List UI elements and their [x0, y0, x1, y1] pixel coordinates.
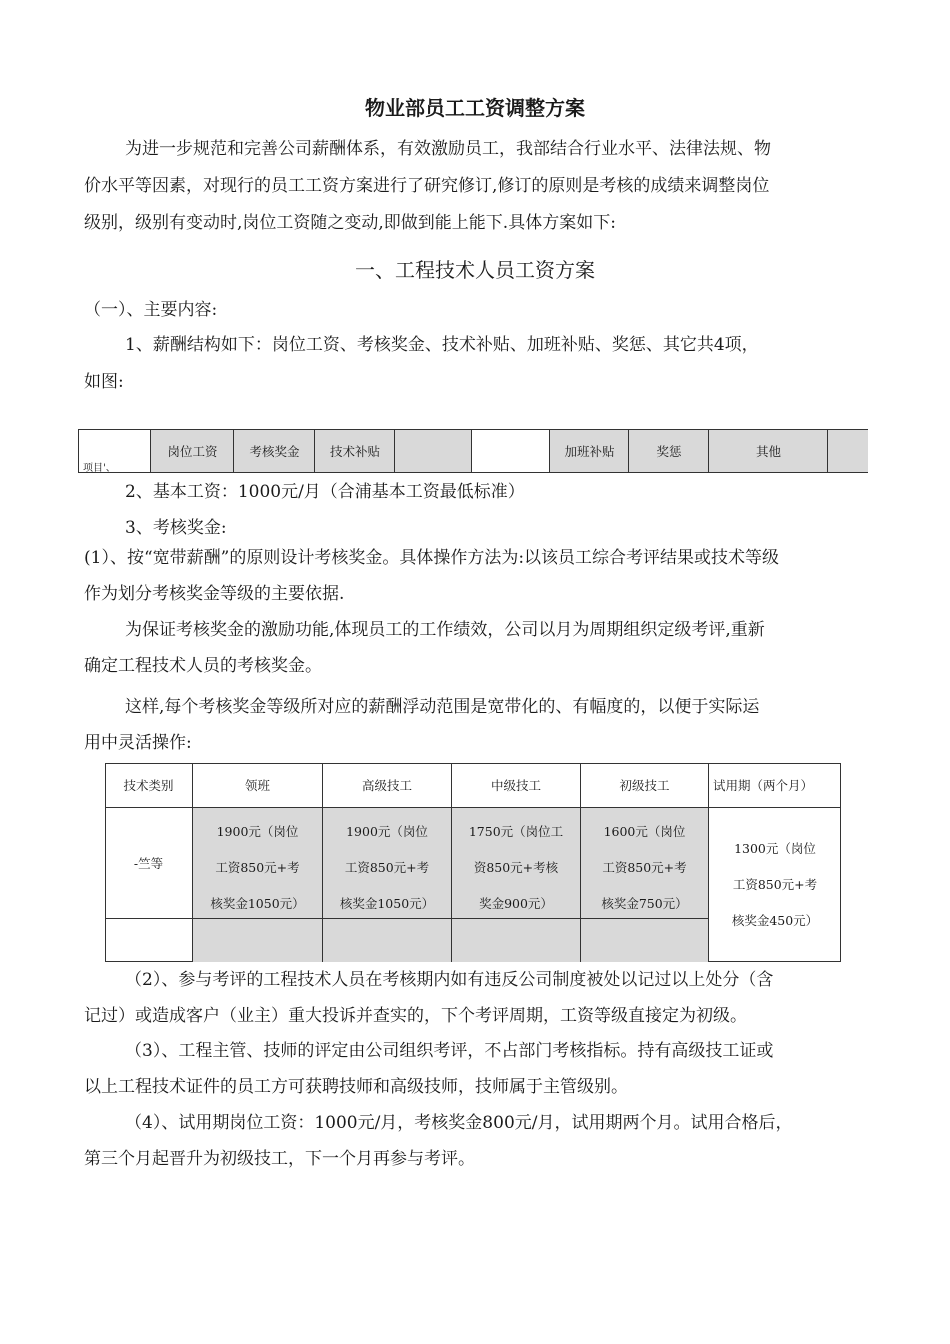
- table-header: 高级技工: [322, 763, 451, 807]
- table-lead-label: 项目'、: [83, 463, 116, 474]
- cell-line: 核奖金1050元）: [210, 896, 305, 911]
- cell-line: 核奖金750元）: [601, 896, 688, 911]
- cell-line: 核奖金1050元）: [339, 896, 435, 911]
- cell-line: 工资850元+考: [344, 860, 430, 875]
- salary-structure-table: [78, 429, 868, 473]
- table-cell-empty: [471, 430, 550, 472]
- item2: 2、基本工资：1000元/月（合浦基本工资最低标准）: [125, 482, 525, 502]
- cell-line: 奖金900元）: [479, 896, 553, 911]
- table-header: 试用期（两个月）: [708, 763, 841, 807]
- table-cell: 加班补贴: [549, 430, 629, 472]
- cell-line: 工资850元+考: [215, 860, 300, 875]
- section-heading: 一、工程技术人员工资方案: [355, 258, 595, 282]
- item1-line-1: 1、薪酬结构如下：岗位工资、考核奖金、技术补贴、加班补贴、奖惩、其它共4项，: [125, 335, 759, 355]
- para3-line-1: 这样,每个考核奖金等级所对应的薪酬浮动范围是宽带化的、有幅度的，以便于实际运: [125, 697, 760, 717]
- grade-cell: [451, 807, 580, 918]
- item3: 3、考核奖金:: [125, 518, 227, 538]
- item1-line-2: 如图:: [84, 372, 124, 392]
- grade-cell-probation: [708, 807, 841, 962]
- table-cell: 岗位工资: [150, 430, 234, 472]
- table-cell: 考核奖金: [233, 430, 315, 472]
- empty-cell: [451, 918, 580, 962]
- row-label: -竺等: [105, 807, 192, 918]
- para5-line-1: （3）、工程主管、技师的评定由公司组织考评，不占部门考核指标。持有高级技工证或: [125, 1041, 774, 1061]
- para5-line-2: 以上工程技术证件的员工方可获聘技师和高级技师，技师属于主管级别。: [84, 1077, 628, 1097]
- para2-line-2: 确定工程技术人员的考核奖金。: [84, 656, 322, 676]
- para3-line-2: 用中灵活操作:: [84, 733, 192, 753]
- empty-cell: [580, 918, 708, 962]
- intro-line-3: 级别，级别有变动时,岗位工资随之变动,即做到能上能下.具体方案如下:: [84, 213, 616, 233]
- empty-cell: [105, 918, 192, 962]
- cell-line: 1900元（岗位: [346, 824, 428, 839]
- para1-line-1: (1）、按“宽带薪酬”的原则设计考核奖金。具体操作方法为:以该员工综合考评结果或技术等级: [84, 548, 780, 568]
- table-header: 领班: [192, 763, 322, 807]
- table-header: 中级技工: [451, 763, 580, 807]
- para6-line-2: 第三个月起晋升为初级技工，下一个月再参与考评。: [84, 1149, 475, 1169]
- cell-line: 1900元（岗位: [216, 824, 299, 839]
- table-header: 技术类别: [123, 778, 174, 793]
- document-title: 物业部员工工资调整方案: [365, 96, 585, 120]
- para6-line-1: （4）、试用期岗位工资：1000元/月，考核奖金800元/月，试用期两个月。试用合格后，: [125, 1113, 793, 1133]
- intro-line-2: 价水平等因素，对现行的员工工资方案进行了研究修订,修订的原则是考核的成绩来调整岗位: [84, 176, 770, 196]
- para1-line-2: 作为划分考核奖金等级的主要依据.: [84, 584, 345, 604]
- table-cell: 其他: [708, 430, 828, 472]
- subsection-heading: （一）、主要内容:: [84, 300, 218, 320]
- grade-cell: [580, 807, 708, 918]
- table-cell: 奖惩: [628, 430, 709, 472]
- cell-line: 资850元+考核: [473, 860, 559, 875]
- grade-cell: [322, 807, 451, 918]
- table-cell: 技术补贴: [314, 430, 395, 472]
- cell-line: 1750元（岗位工: [468, 824, 564, 839]
- empty-cell: [322, 918, 451, 962]
- cell-line: 工资850元+考: [732, 877, 818, 892]
- cell-line: 核奖金450元）: [731, 913, 819, 928]
- cell-line: 1300元（岗位: [734, 841, 816, 856]
- para4-line-1: （2）、参与考评的工程技术人员在考核期内如有违反公司制度被处以记过以上处分（含: [125, 970, 774, 990]
- para2-line-1: 为保证考核奖金的激励功能,体现员工的工作绩效，公司以月为周期组织定级考评,重新: [125, 620, 765, 640]
- cell-line: 1600元（岗位: [603, 824, 686, 839]
- cell-line: 工资850元+考: [602, 860, 687, 875]
- grade-table: [105, 763, 841, 962]
- table-cell: [827, 430, 868, 472]
- grade-cell: [192, 807, 322, 918]
- table-header: 初级技工: [580, 763, 708, 807]
- table-cell: [394, 430, 472, 472]
- intro-line-1: 为进一步规范和完善公司薪酬体系，有效激励员工，我部结合行业水平、法律法规、物: [125, 139, 771, 159]
- para4-line-2: 记过）或造成客户（业主）重大投诉并查实的，下个考评周期，工资等级直接定为初级。: [84, 1006, 747, 1026]
- empty-cell: [192, 918, 322, 962]
